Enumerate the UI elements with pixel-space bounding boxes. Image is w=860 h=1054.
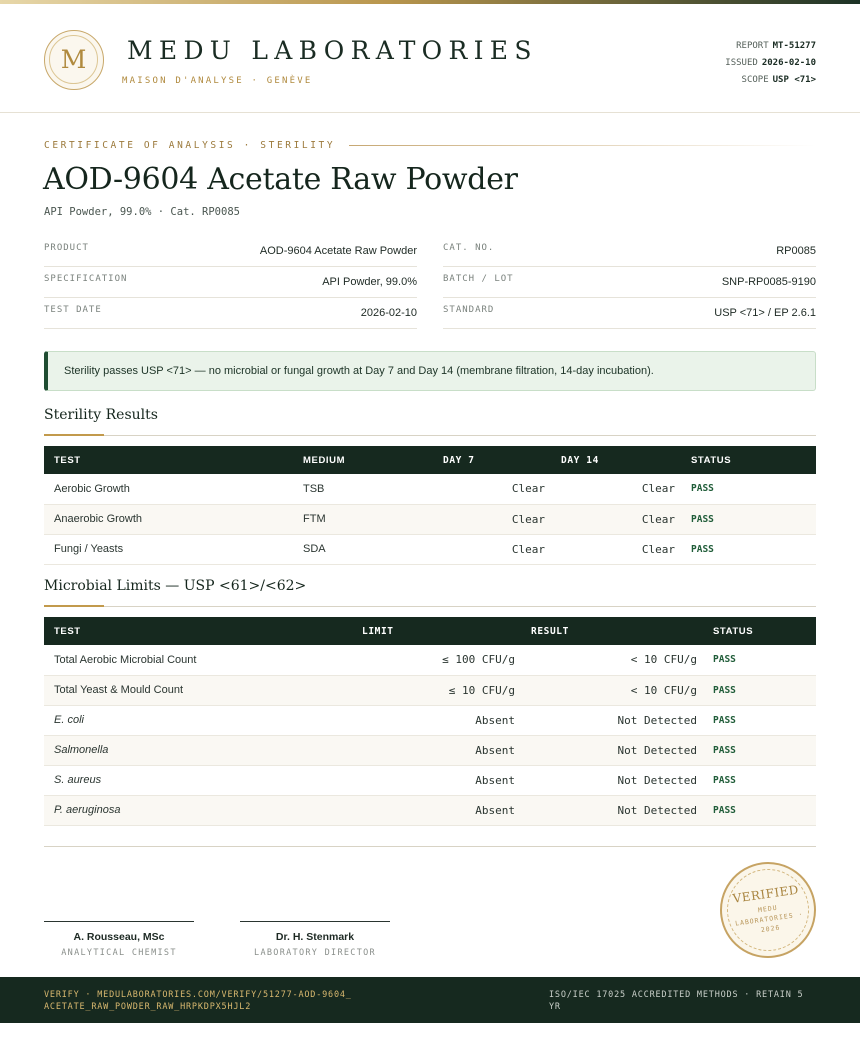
col-day14: DAY 14 [551, 446, 681, 474]
table-row: Salmonella Absent Not Detected PASS [44, 735, 816, 765]
signatory-role: ANALYTICAL CHEMIST [61, 948, 177, 958]
status-badge: PASS [703, 675, 816, 705]
report-number: MT-51277 [772, 41, 816, 51]
lab-tagline: MAISON D'ANALYSE · GENÈVE [122, 76, 313, 86]
col-result: RESULT [521, 617, 703, 645]
info-row-standard: STANDARD USP <71> / EP 2.6.1 [443, 298, 816, 329]
table-header-row [44, 446, 816, 474]
col-medium: MEDIUM [293, 446, 433, 474]
report-meta [725, 38, 816, 89]
signature-analyst [44, 921, 194, 958]
table-row: P. aeruginosa Absent Not Detected PASS [44, 795, 816, 825]
stamp-verified-text: VERIFIED [731, 882, 800, 906]
result-notice: Sterility passes USP <71> — no microbial or fungal growth at Day 7 and Day 14 (membrane filtration, 14-day incubation). [44, 351, 816, 391]
microbial-limits-table [44, 617, 816, 826]
microbial-section-heading: Microbial Limits — USP <61>/<62> [44, 577, 816, 607]
page-subtitle: API Powder, 99.0% · Cat. RP0085 [44, 206, 240, 218]
section-divider [44, 846, 816, 847]
col-status: STATUS [703, 617, 816, 645]
info-row-test-date: TEST DATE 2026-02-10 [44, 298, 417, 329]
letterhead [0, 4, 860, 113]
table-row: E. coli Absent Not Detected PASS [44, 705, 816, 735]
status-badge: PASS [681, 474, 816, 504]
accreditation-note: ISO/IEC 17025 ACCREDITED METHODS · RETAIN 5 YR [549, 990, 804, 1012]
scope-value: USP <71> [772, 75, 816, 85]
table-header-row [44, 617, 816, 645]
heading-underline [44, 434, 104, 436]
table-row: S. aureus Absent Not Detected PASS [44, 765, 816, 795]
col-test: TEST [44, 617, 352, 645]
col-day7: DAY 7 [433, 446, 551, 474]
table-row: Aerobic Growth TSB Clear Clear PASS [44, 474, 816, 504]
issued-date: 2026-02-10 [761, 58, 816, 68]
seal-letter: M [49, 35, 98, 84]
product-info-left [44, 236, 417, 329]
col-test: TEST [44, 446, 293, 474]
sterility-table [44, 446, 816, 565]
table-row: Total Aerobic Microbial Count ≤ 100 CFU/g < 10 CFU/g PASS [44, 645, 816, 675]
status-badge: PASS [703, 735, 816, 765]
info-row-batch: BATCH / LOT SNP-RP0085-9190 [443, 267, 816, 298]
signatory-name: Dr. H. Stenmark [275, 931, 355, 943]
col-limit: LIMIT [352, 617, 521, 645]
table-row: Total Yeast & Mould Count ≤ 10 CFU/g < 10 CFU/g PASS [44, 675, 816, 705]
status-badge: PASS [703, 765, 816, 795]
eyebrow-rule [349, 145, 816, 146]
status-badge: PASS [703, 795, 816, 825]
page-title: AOD-9604 Acetate Raw Powder [43, 162, 518, 197]
scope-row: SCOPE USP <71> [741, 75, 816, 85]
lab-seal-logo [44, 30, 104, 90]
status-badge: PASS [703, 705, 816, 735]
status-badge: PASS [703, 645, 816, 675]
col-status: STATUS [681, 446, 816, 474]
table-row: Fungi / Yeasts SDA Clear Clear PASS [44, 534, 816, 564]
verified-stamp [714, 856, 822, 964]
report-number-row: REPORT MT-51277 [736, 41, 816, 51]
document-eyebrow: CERTIFICATE OF ANALYSIS · STERILITY [44, 139, 816, 151]
sterility-section-heading: Sterility Results [44, 406, 816, 436]
signatory-name: A. Rousseau, MSc [73, 931, 165, 943]
product-info-right [443, 236, 816, 329]
stamp-sub-text: MEDU LABORATORIES · 2026 [734, 903, 804, 934]
signature-director [240, 921, 390, 958]
status-badge: PASS [681, 534, 816, 564]
info-row-specification: SPECIFICATION API Powder, 99.0% [44, 267, 417, 298]
info-row-product: PRODUCT AOD-9604 Acetate Raw Powder [44, 236, 417, 267]
issued-row: ISSUED 2026-02-10 [725, 58, 816, 68]
info-row-cat-no: CAT. NO. RP0085 [443, 236, 816, 267]
lab-name: MEDU LABORATORIES [127, 36, 538, 65]
status-badge: PASS [681, 504, 816, 534]
heading-underline [44, 605, 104, 607]
verify-link[interactable]: VERIFY · MEDULABORATORIES.COM/VERIFY/51277-AOD-9604_ACETATE_RAW_POWDER_RAW_HRPKDPX5HJL2 [44, 990, 352, 1012]
footer-bar [0, 977, 860, 1023]
table-row: Anaerobic Growth FTM Clear Clear PASS [44, 504, 816, 534]
signatory-role: LABORATORY DIRECTOR [254, 948, 376, 958]
